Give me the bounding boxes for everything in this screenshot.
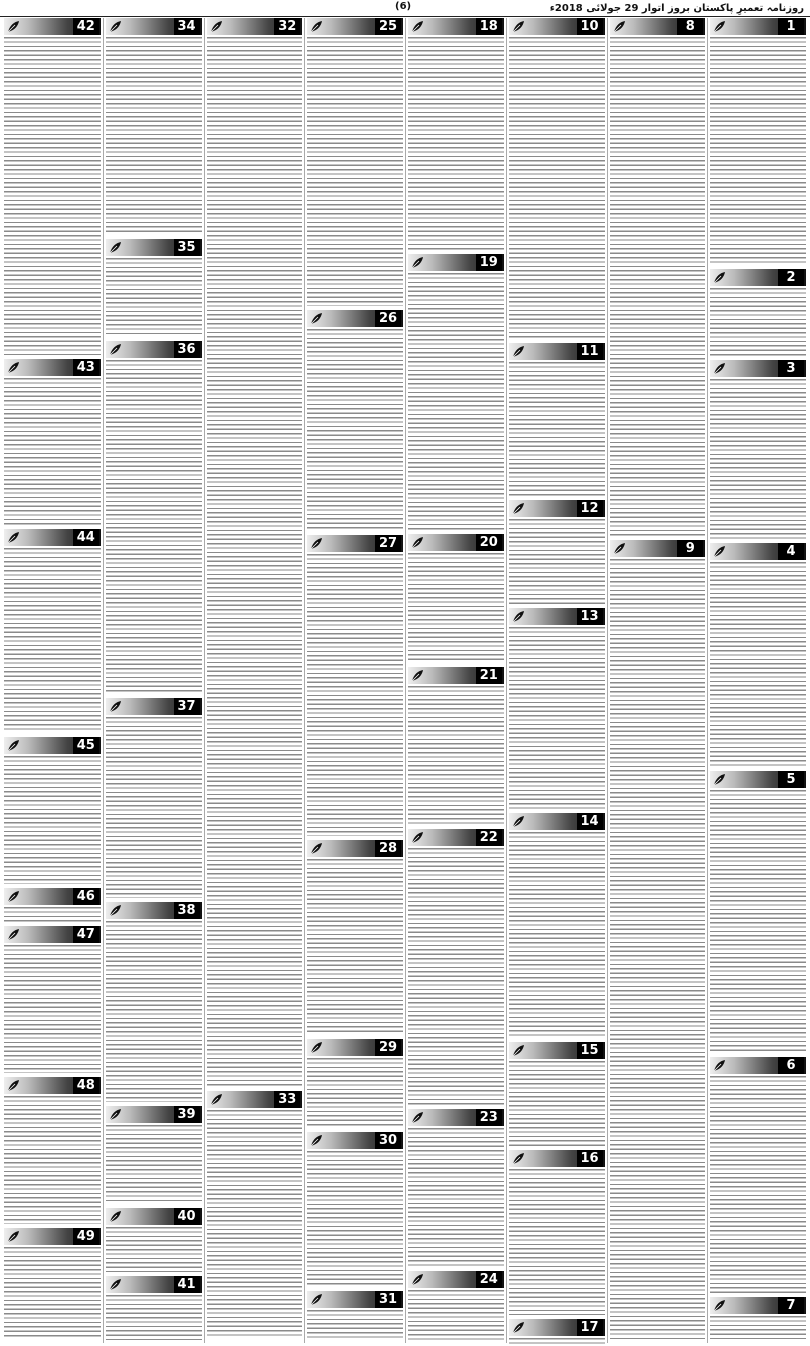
news-item <box>408 254 504 531</box>
item-number: 25 <box>375 18 401 35</box>
item-header-bar <box>509 608 605 625</box>
item-text-block <box>4 37 101 355</box>
news-item <box>106 1106 202 1205</box>
item-number: 3 <box>778 360 804 377</box>
leaf-icon <box>108 240 122 254</box>
item-text-block <box>4 378 101 525</box>
page-number: (6) <box>395 1 412 12</box>
leaf-icon <box>309 1040 323 1054</box>
item-text-block <box>106 1227 202 1272</box>
item-header-bar <box>307 1039 403 1056</box>
item-header-bar <box>307 1132 403 1149</box>
item-text-block <box>408 1128 504 1267</box>
news-item <box>106 902 202 1103</box>
item-header-bar <box>509 1150 605 1167</box>
item-text-block <box>207 1110 303 1339</box>
leaf-icon <box>712 361 726 375</box>
item-header-bar <box>4 926 101 943</box>
item-number: 48 <box>73 1077 99 1094</box>
item-number: 37 <box>174 698 200 715</box>
leaf-icon <box>410 255 424 269</box>
item-number: 19 <box>476 254 502 271</box>
news-item <box>710 1297 806 1340</box>
news-item <box>307 1291 403 1341</box>
item-header-bar <box>710 360 806 377</box>
news-item <box>4 18 101 356</box>
news-item <box>408 667 504 826</box>
item-number: 38 <box>174 902 200 919</box>
item-header-bar <box>710 771 806 788</box>
leaf-icon <box>6 738 20 752</box>
leaf-icon <box>108 1107 122 1121</box>
item-header-bar <box>509 813 605 830</box>
news-item <box>509 1319 605 1346</box>
item-text-block <box>408 273 504 530</box>
news-item <box>710 269 806 357</box>
news-item <box>710 18 806 266</box>
item-text-block <box>408 553 504 663</box>
item-text-block <box>710 37 806 265</box>
item-number: 22 <box>476 829 502 846</box>
leaf-icon <box>309 311 323 325</box>
item-header-bar <box>4 1228 101 1245</box>
item-text-block <box>509 1169 605 1315</box>
item-number: 4 <box>778 543 804 560</box>
news-item <box>207 1091 303 1340</box>
item-text-block <box>106 1125 202 1204</box>
item-number: 7 <box>778 1297 804 1314</box>
item-header-bar <box>106 698 202 715</box>
leaf-icon <box>209 1092 223 1106</box>
item-text-block <box>307 37 403 306</box>
leaf-icon <box>6 530 20 544</box>
news-item <box>207 18 303 1088</box>
item-text-block <box>710 288 806 356</box>
masthead-rule <box>0 16 810 17</box>
leaf-icon <box>309 19 323 33</box>
leaf-icon <box>108 342 122 356</box>
item-number: 20 <box>476 534 502 551</box>
item-text-block <box>710 562 806 767</box>
item-number: 9 <box>677 540 703 557</box>
news-item <box>106 341 202 695</box>
news-item <box>610 18 706 537</box>
item-header-bar <box>4 529 101 546</box>
leaf-icon <box>410 830 424 844</box>
news-item <box>307 1039 403 1129</box>
news-item <box>4 1077 101 1225</box>
item-number: 43 <box>73 359 99 376</box>
item-number: 13 <box>577 608 603 625</box>
item-number: 28 <box>375 840 401 857</box>
leaf-icon <box>108 1209 122 1223</box>
news-item <box>408 1109 504 1268</box>
item-header-bar <box>509 1319 605 1336</box>
leaf-icon <box>712 544 726 558</box>
leaf-icon <box>712 270 726 284</box>
item-number: 8 <box>677 18 703 35</box>
news-item <box>509 500 605 605</box>
news-item <box>106 1276 202 1341</box>
item-number: 47 <box>73 926 99 943</box>
leaf-icon <box>410 1272 424 1286</box>
leaf-icon <box>108 19 122 33</box>
item-text-block <box>307 1058 403 1128</box>
leaf-icon <box>511 344 525 358</box>
leaf-icon <box>6 1229 20 1243</box>
item-text-block <box>307 1151 403 1287</box>
news-item <box>307 310 403 532</box>
leaf-icon <box>6 1078 20 1092</box>
item-text-block <box>509 519 605 604</box>
item-header-bar <box>307 535 403 552</box>
leaf-icon <box>309 1133 323 1147</box>
news-item <box>509 1042 605 1147</box>
item-text-block <box>207 37 303 1087</box>
news-item <box>307 18 403 307</box>
item-header-bar <box>509 343 605 360</box>
item-number: 45 <box>73 737 99 754</box>
item-number: 18 <box>476 18 502 35</box>
item-number: 12 <box>577 500 603 517</box>
news-column <box>2 18 103 1343</box>
news-item <box>307 1132 403 1288</box>
item-text-block <box>509 37 605 339</box>
item-number: 14 <box>577 813 603 830</box>
item-text-block <box>509 832 605 1038</box>
item-header-bar <box>710 1057 806 1074</box>
item-number: 31 <box>375 1291 401 1308</box>
item-number: 29 <box>375 1039 401 1056</box>
leaf-icon <box>712 19 726 33</box>
news-item <box>106 18 202 236</box>
masthead <box>0 0 810 16</box>
news-column <box>405 18 506 1343</box>
item-header-bar <box>4 359 101 376</box>
item-header-bar <box>307 310 403 327</box>
item-text-block <box>408 686 504 825</box>
column-grid <box>2 18 808 1343</box>
item-header-bar <box>106 18 202 35</box>
news-item <box>509 608 605 810</box>
item-number: 36 <box>174 341 200 358</box>
item-text-block <box>710 1316 806 1339</box>
leaf-icon <box>6 19 20 33</box>
item-header-bar <box>106 341 202 358</box>
item-text-block <box>509 1338 605 1345</box>
item-header-bar <box>710 1297 806 1314</box>
news-item <box>509 813 605 1039</box>
item-header-bar <box>408 534 504 551</box>
news-column <box>607 18 708 1343</box>
item-number: 32 <box>274 18 300 35</box>
item-number: 1 <box>778 18 804 35</box>
news-item <box>4 888 101 923</box>
item-text-block <box>4 548 101 733</box>
item-number: 41 <box>174 1276 200 1293</box>
item-number: 5 <box>778 771 804 788</box>
news-item <box>509 343 605 497</box>
leaf-icon <box>511 19 525 33</box>
leaf-icon <box>309 1292 323 1306</box>
item-text-block <box>509 627 605 809</box>
item-text-block <box>4 945 101 1073</box>
item-number: 46 <box>73 888 99 905</box>
item-number: 24 <box>476 1271 502 1288</box>
item-text-block <box>4 907 101 922</box>
leaf-icon <box>108 903 122 917</box>
item-number: 39 <box>174 1106 200 1123</box>
item-text-block <box>307 859 403 1035</box>
news-item <box>610 540 706 1340</box>
item-number: 17 <box>577 1319 603 1336</box>
news-item <box>710 360 806 540</box>
item-number: 21 <box>476 667 502 684</box>
item-header-bar <box>106 1106 202 1123</box>
news-item <box>408 1271 504 1342</box>
item-header-bar <box>207 18 303 35</box>
item-header-bar <box>4 737 101 754</box>
news-item <box>509 18 605 340</box>
item-header-bar <box>509 18 605 35</box>
item-header-bar <box>509 1042 605 1059</box>
item-number: 2 <box>778 269 804 286</box>
leaf-icon <box>511 1151 525 1165</box>
item-text-block <box>106 717 202 898</box>
news-item <box>4 359 101 526</box>
item-header-bar <box>307 840 403 857</box>
news-item <box>4 1228 101 1339</box>
news-item <box>4 926 101 1074</box>
item-text-block <box>106 360 202 694</box>
news-item <box>408 829 504 1106</box>
item-text-block <box>106 258 202 337</box>
item-header-bar <box>106 902 202 919</box>
news-item <box>509 1150 605 1316</box>
item-text-block <box>106 37 202 235</box>
item-header-bar <box>408 1271 504 1288</box>
item-text-block <box>710 379 806 539</box>
item-header-bar <box>408 18 504 35</box>
item-text-block <box>307 1310 403 1340</box>
item-text-block <box>509 362 605 496</box>
leaf-icon <box>511 814 525 828</box>
item-number: 35 <box>174 239 200 256</box>
item-header-bar <box>4 1077 101 1094</box>
news-item <box>106 698 202 899</box>
item-number: 49 <box>73 1228 99 1245</box>
news-item <box>710 543 806 768</box>
item-text-block <box>4 1247 101 1338</box>
item-header-bar <box>408 829 504 846</box>
item-header-bar <box>710 18 806 35</box>
news-column <box>707 18 808 1343</box>
news-item <box>408 534 504 664</box>
item-header-bar <box>408 254 504 271</box>
leaf-icon <box>712 1058 726 1072</box>
item-number: 16 <box>577 1150 603 1167</box>
news-item <box>710 1057 806 1294</box>
leaf-icon <box>6 889 20 903</box>
item-number: 27 <box>375 535 401 552</box>
leaf-icon <box>712 1298 726 1312</box>
item-header-bar <box>610 540 706 557</box>
item-header-bar <box>710 543 806 560</box>
item-header-bar <box>710 269 806 286</box>
news-column <box>103 18 204 1343</box>
leaf-icon <box>511 1320 525 1334</box>
item-number: 44 <box>73 529 99 546</box>
item-text-block <box>106 1295 202 1340</box>
item-text-block <box>307 554 403 836</box>
item-text-block <box>509 1061 605 1146</box>
item-header-bar <box>408 1109 504 1126</box>
item-header-bar <box>106 1276 202 1293</box>
item-number: 34 <box>174 18 200 35</box>
news-column <box>204 18 305 1343</box>
item-header-bar <box>4 888 101 905</box>
news-item <box>710 771 806 1054</box>
item-number: 33 <box>274 1091 300 1108</box>
leaf-icon <box>612 19 626 33</box>
news-item <box>307 840 403 1036</box>
news-item <box>106 1208 202 1273</box>
leaf-icon <box>410 535 424 549</box>
leaf-icon <box>410 668 424 682</box>
item-text-block <box>106 921 202 1102</box>
news-item <box>4 529 101 734</box>
item-text-block <box>408 1290 504 1341</box>
leaf-icon <box>410 1110 424 1124</box>
item-text-block <box>610 559 706 1339</box>
item-number: 30 <box>375 1132 401 1149</box>
item-header-bar <box>509 500 605 517</box>
news-item <box>4 737 101 885</box>
item-header-bar <box>307 18 403 35</box>
item-number: 6 <box>778 1057 804 1074</box>
item-number: 42 <box>73 18 99 35</box>
item-text-block <box>408 848 504 1105</box>
news-item <box>408 18 504 251</box>
leaf-icon <box>712 772 726 786</box>
masthead-title: روزنامہ تعمیرِ پاکستان بروز اتوار 29 جولائی 2018ء <box>549 2 804 14</box>
item-text-block <box>710 790 806 1053</box>
leaf-icon <box>309 841 323 855</box>
news-column <box>506 18 607 1343</box>
item-header-bar <box>106 239 202 256</box>
item-text-block <box>307 329 403 531</box>
item-header-bar <box>4 18 101 35</box>
item-number: 15 <box>577 1042 603 1059</box>
leaf-icon <box>108 1277 122 1291</box>
leaf-icon <box>6 360 20 374</box>
item-text-block <box>710 1076 806 1293</box>
news-item <box>307 535 403 837</box>
item-header-bar <box>307 1291 403 1308</box>
leaf-icon <box>612 541 626 555</box>
item-header-bar <box>207 1091 303 1108</box>
news-column <box>304 18 405 1343</box>
leaf-icon <box>511 609 525 623</box>
item-number: 23 <box>476 1109 502 1126</box>
item-number: 10 <box>577 18 603 35</box>
leaf-icon <box>6 927 20 941</box>
item-number: 11 <box>577 343 603 360</box>
leaf-icon <box>410 19 424 33</box>
item-text-block <box>4 756 101 884</box>
leaf-icon <box>511 1043 525 1057</box>
item-number: 26 <box>375 310 401 327</box>
leaf-icon <box>108 699 122 713</box>
item-text-block <box>4 1096 101 1224</box>
news-item <box>106 239 202 338</box>
item-header-bar <box>610 18 706 35</box>
leaf-icon <box>209 19 223 33</box>
item-number: 40 <box>174 1208 200 1225</box>
leaf-icon <box>309 536 323 550</box>
item-text-block <box>408 37 504 250</box>
item-header-bar <box>106 1208 202 1225</box>
item-text-block <box>610 37 706 536</box>
leaf-icon <box>511 501 525 515</box>
item-header-bar <box>408 667 504 684</box>
